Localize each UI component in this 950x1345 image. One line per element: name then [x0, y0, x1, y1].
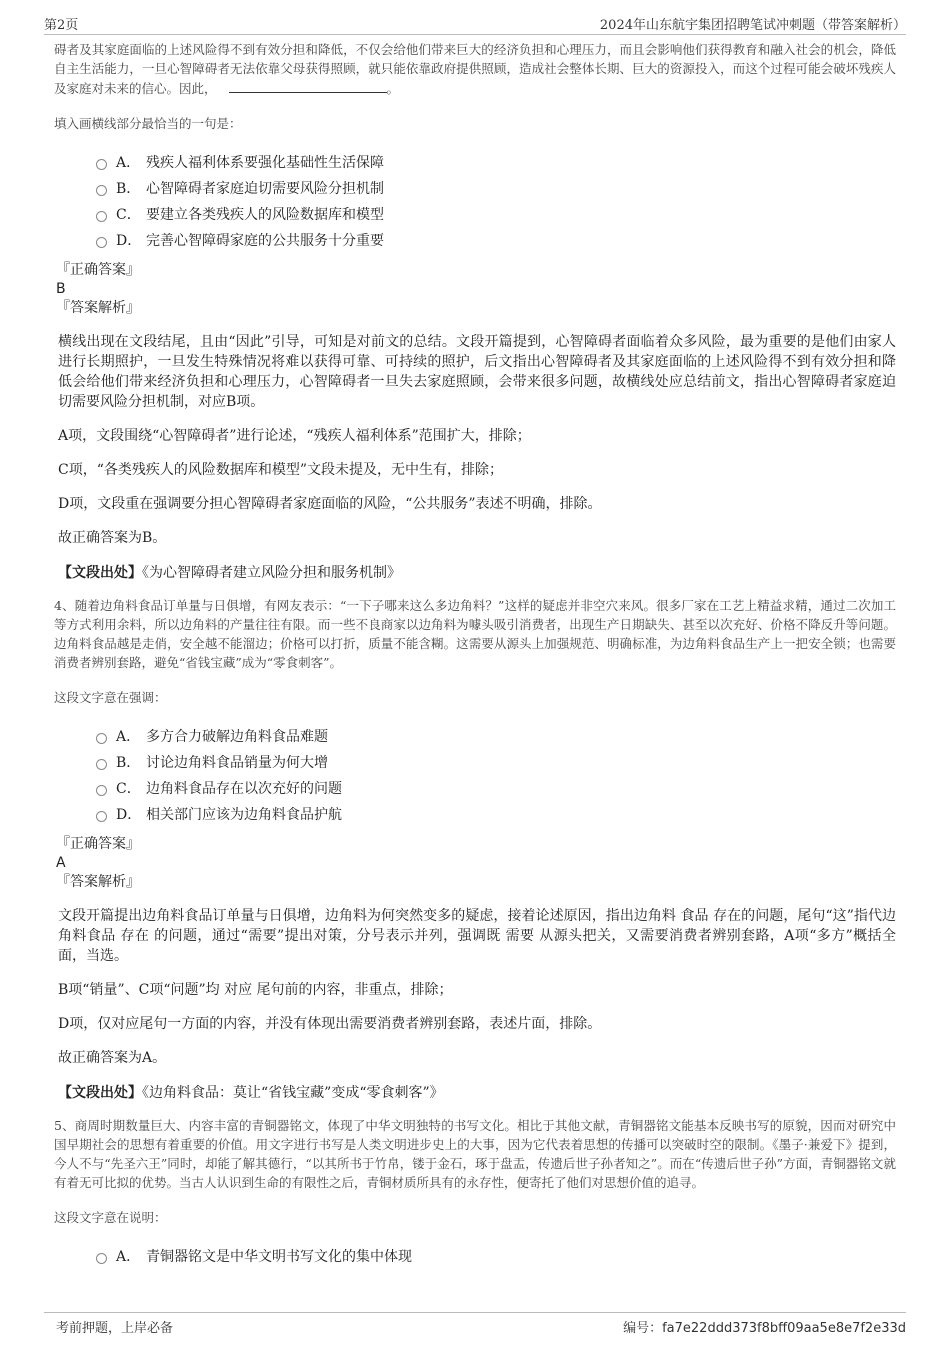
option-text: 多方合力破解边角料食品难题 [146, 729, 328, 745]
source-label: 【文段出处】 [58, 1085, 142, 1101]
option-letter: B． [116, 181, 141, 197]
q4-answer: A [56, 855, 66, 871]
q4-option-a[interactable] [96, 724, 896, 750]
footer-slogan: 考前押题，上岸必备 [56, 1321, 174, 1336]
option-text: 相关部门应该为边角料食品护航 [146, 807, 342, 823]
radio-icon[interactable] [96, 785, 107, 796]
document-title: 2024年山东航宇集团招聘笔试冲刺题（带答案解析） [599, 18, 906, 33]
q3-analysis-a: A项，文段围绕“心智障碍者”进行论述，“残疾人福利体系”范围扩大，排除； [58, 428, 531, 444]
option-letter: D． [116, 233, 142, 249]
source-label: 【文段出处】 [58, 565, 142, 581]
q3-option-b[interactable] [96, 176, 896, 202]
q3-answer-label: 『正确答案』 [56, 262, 140, 278]
option-text: 心智障碍者家庭迫切需要风险分担机制 [146, 181, 384, 197]
option-letter: A． [116, 729, 141, 745]
radio-icon[interactable] [96, 211, 107, 222]
q4-option-b[interactable] [96, 750, 896, 776]
q3-analysis-c: C项，“各类残疾人的风险数据库和模型”文段未提及，无中生有，排除； [58, 462, 504, 478]
q3-answer: B [56, 281, 66, 297]
option-letter: D． [116, 807, 142, 823]
page-header [44, 12, 906, 35]
q4-prompt: 这段文字意在强调： [54, 690, 167, 705]
q3-passage [54, 40, 896, 98]
code-value: fa7e22ddd373f8bff09aa5e8e7f2e33d [662, 1321, 906, 1336]
q3-passage-end: 。 [386, 81, 400, 96]
source-title: 《为心智障碍者建立风险分担和服务机制》 [142, 565, 401, 581]
page-footer [44, 1312, 906, 1339]
q4-options [96, 724, 896, 828]
q5-prompt: 这段文字意在说明： [54, 1210, 167, 1225]
q3-source [58, 562, 896, 582]
q3-prompt: 填入画横线部分最恰当的一句是： [54, 116, 242, 131]
q5-options [96, 1244, 896, 1270]
code-label: 编号： [623, 1321, 663, 1336]
q5-passage: 5、商周时期数量巨大、内容丰富的青铜器铭文，体现了中华文明独特的书写文化。相比于其他文献，青铜器铭文能基本反映书写的原貌，因而对研究中国早期社会的思想有着重要的价值。用文字进行书写是人类文明进步史上的大事，因为它代表着思想的传播可以突破时空的限制。《墨子·兼爱下》提到，今人不与“先圣六王”同时，却能了解其德行，“以其所书于竹帛，镂于金石，琢于盘盂，传遗后世子孙者知之”。而在“传遗后世子孙”方面，青铜器铭文就有着无可比拟的优势。当古人认识到生命的有限性之后，青铜材质所具有的永存性，便寄托了他们对思想价值的追寻。 [54, 1118, 896, 1190]
q3-option-a[interactable] [96, 150, 896, 176]
option-text: 残疾人福利体系要强化基础性生活保障 [146, 155, 384, 171]
radio-icon[interactable] [96, 811, 107, 822]
option-text: 青铜器铭文是中华文明书写文化的集中体现 [146, 1249, 412, 1265]
fill-blank-line [229, 78, 387, 93]
option-letter: A． [116, 155, 141, 171]
q4-analysis-main: 文段开篇提出边角料食品订单量与日俱增，边角料为何突然变多的疑虑，接着论述原因，指出边角料 食品 存在的问题，尾句“这”指代边角料食品 存在 的问题，通过“需要”提出对策，分号表示并列，强调既 需要 从源头把关，又需要消费者辨别套路，A项“多方”概括全面，当选。 [58, 908, 896, 964]
option-text: 讨论边角料食品销量为何大增 [146, 755, 328, 771]
q3-analysis-d: D项，文段重在强调要分担心智障碍者家庭面临的风险，“公共服务”表述不明确，排除。 [58, 496, 602, 512]
option-letter: C． [116, 781, 141, 797]
q3-analysis-label: 『答案解析』 [56, 300, 140, 316]
q3-option-c[interactable] [96, 202, 896, 228]
option-text: 边角料食品存在以次充好的问题 [146, 781, 342, 797]
option-text: 要建立各类残疾人的风险数据库和模型 [146, 207, 384, 223]
q4-source [58, 1082, 896, 1102]
footer-code [623, 1317, 906, 1336]
q3-passage-text: 碍者及其家庭面临的上述风险得不到有效分担和降低，不仅会给他们带来巨大的经济负担和心理压力，而且会影响他们获得教育和融入社会的机会，降低自主生活能力，一旦心智障碍者无法依靠父母获得照顾，就只能依靠政府提供照顾，造成社会整体长期、巨大的资源投入，而这个过程可能会破坏残疾人及家庭对未来的信心。因此， [54, 42, 896, 96]
option-letter: C． [116, 207, 141, 223]
source-title: 《边角料食品：莫让“省钱宝藏”变成“零食刺客”》 [142, 1085, 444, 1101]
q3-options [96, 150, 896, 254]
q4-answer-label: 『正确答案』 [56, 836, 140, 852]
option-letter: A． [116, 1249, 141, 1265]
q4-analysis-conclusion: 故正确答案为A。 [58, 1050, 167, 1066]
q3-analysis-conclusion: 故正确答案为B。 [58, 530, 167, 546]
q4-analysis-label: 『答案解析』 [56, 874, 140, 890]
option-text: 完善心智障碍家庭的公共服务十分重要 [146, 233, 384, 249]
q3-analysis-main: 横线出现在文段结尾，且由“因此”引导，可知是对前文的总结。文段开篇提到，心智障碍者面临着众多风险，最为重要的是他们由家人进行长期照护，一旦发生特殊情况将难以获得可靠、可持续的照护，后文指出心智障碍者及其家庭面临的上述风险得不到有效分担和降低会给他们带来经济负担和心理压力，心智障碍者一旦失去家庭照顾，会带来很多问题，故横线处应总结前文，指出心智障碍者家庭迫切需要风险分担机制，对应B项。 [58, 334, 896, 410]
q4-option-d[interactable] [96, 802, 896, 828]
q5-option-a[interactable] [96, 1244, 896, 1270]
radio-icon[interactable] [96, 1253, 107, 1264]
page-number: 第2页 [44, 18, 79, 33]
q4-option-c[interactable] [96, 776, 896, 802]
option-letter: B． [116, 755, 141, 771]
q3-option-d[interactable] [96, 228, 896, 254]
radio-icon[interactable] [96, 237, 107, 248]
radio-icon[interactable] [96, 733, 107, 744]
page-content [54, 40, 896, 1270]
radio-icon[interactable] [96, 159, 107, 170]
q4-analysis-bc: B项“销量”、C项“问题”均 对应 尾句前的内容，非重点，排除； [58, 982, 453, 998]
q4-passage: 4、随着边角料食品订单量与日俱增，有网友表示：“一下子哪来这么多边角料？”这样的疑虑并非空穴来风。很多厂家在工艺上精益求精，通过二次加工等方式利用余料，所以边角料的产量往往有限。而一些不良商家以边角料为噱头吸引消费者，出现生产日期缺失、甚至以次充好、价格不降反升等问题。边角料食品越是走俏，安全越不能溜边；价格可以打折，质量不能含糊。这需要从源头上加强规范、明确标准，为边角料食品生产上一把安全锁；也需要消费者辨别套路，避免“省钱宝藏”成为“零食刺客”。 [54, 598, 896, 670]
radio-icon[interactable] [96, 759, 107, 770]
radio-icon[interactable] [96, 185, 107, 196]
q4-analysis-d: D项，仅对应尾句一方面的内容，并没有体现出需要消费者辨别套路，表述片面，排除。 [58, 1016, 602, 1032]
